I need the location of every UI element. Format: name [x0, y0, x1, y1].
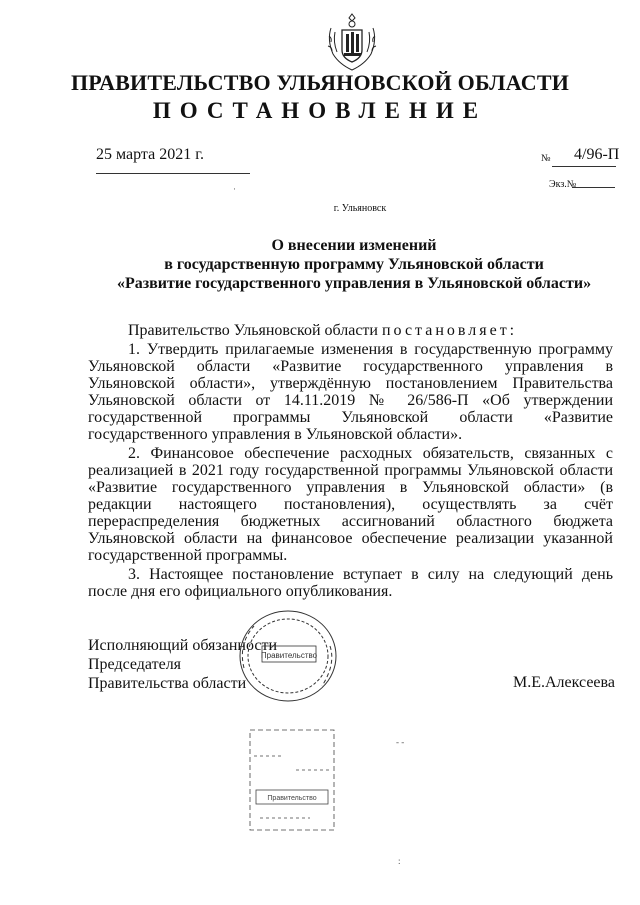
coat-of-arms-icon: [325, 12, 379, 74]
subject-line: О внесении изменений: [271, 237, 437, 254]
number-sign: №: [541, 153, 551, 164]
government-title: ПРАВИТЕЛЬСТВО УЛЬЯНОВСКОЙ ОБЛАСТИ: [70, 70, 570, 95]
copy-label: Экз.№: [549, 179, 577, 190]
copy-underline: [572, 187, 615, 188]
paragraph-3: 3. Настоящее постановление вступает в силу на следующий день после дня его официального опубликования.: [88, 566, 613, 600]
document-body: [88, 322, 613, 600]
official-seal-icon: [232, 606, 340, 706]
document-date: 25 марта 2021 г.: [96, 146, 204, 163]
position-line: Правительства области: [88, 675, 247, 692]
city: г. Ульяновск: [333, 203, 387, 214]
intro-text: Правительство Ульяновской области: [128, 322, 378, 339]
stamp-text: Правительство: [267, 795, 317, 802]
scan-artifact: ·: [233, 184, 236, 194]
seal-text: Правительство: [260, 651, 318, 660]
document-number: 4/96-П: [574, 146, 620, 163]
registration-stamp-icon: [246, 726, 338, 834]
document-subject: [88, 236, 620, 293]
position-line: Исполняющий обязанности: [88, 637, 278, 654]
paragraph-1: 1. Утвердить прилагаемые изменения в государственную программу Ульяновской области «Развитие государственного управления в Ульяновской области», утверждённую постановлением Правительства Ульяновской области от 14.11.2019 № 26/586-П «Об утверждении государственной программы Ульяновской области «Развитие государственного управления в Ульяновской области».: [88, 341, 613, 443]
number-underline: [552, 166, 616, 167]
subject-line: в государственную программу Ульяновской области: [164, 256, 544, 273]
paragraph-2: 2. Финансовое обеспечение расходных обязательств, связанных с реализацией в 2021 году государственной программы Ульяновской области «Развитие государственного управления в Ульяновской области» (в редакции настоящего постановления), осуществлять за счёт перераспределения бюджетных ассигнований областного бюджета Ульяновской области на финансовое обеспечение реализации указанной государственной программы.: [88, 445, 613, 564]
document-type: ПОСТАНОВЛЕНИЕ: [152, 98, 488, 123]
intro-paragraph: [88, 322, 613, 339]
signer-name: М.Е.Алексеева: [513, 674, 615, 691]
scan-artifact: - -: [396, 737, 405, 747]
position-line: Председателя: [88, 656, 182, 673]
scan-artifact: :: [398, 856, 401, 866]
date-underline: [96, 173, 250, 174]
intro-action: постановляет:: [381, 322, 518, 339]
subject-line: «Развитие государственного управления в Ульяновской области»: [116, 275, 592, 292]
